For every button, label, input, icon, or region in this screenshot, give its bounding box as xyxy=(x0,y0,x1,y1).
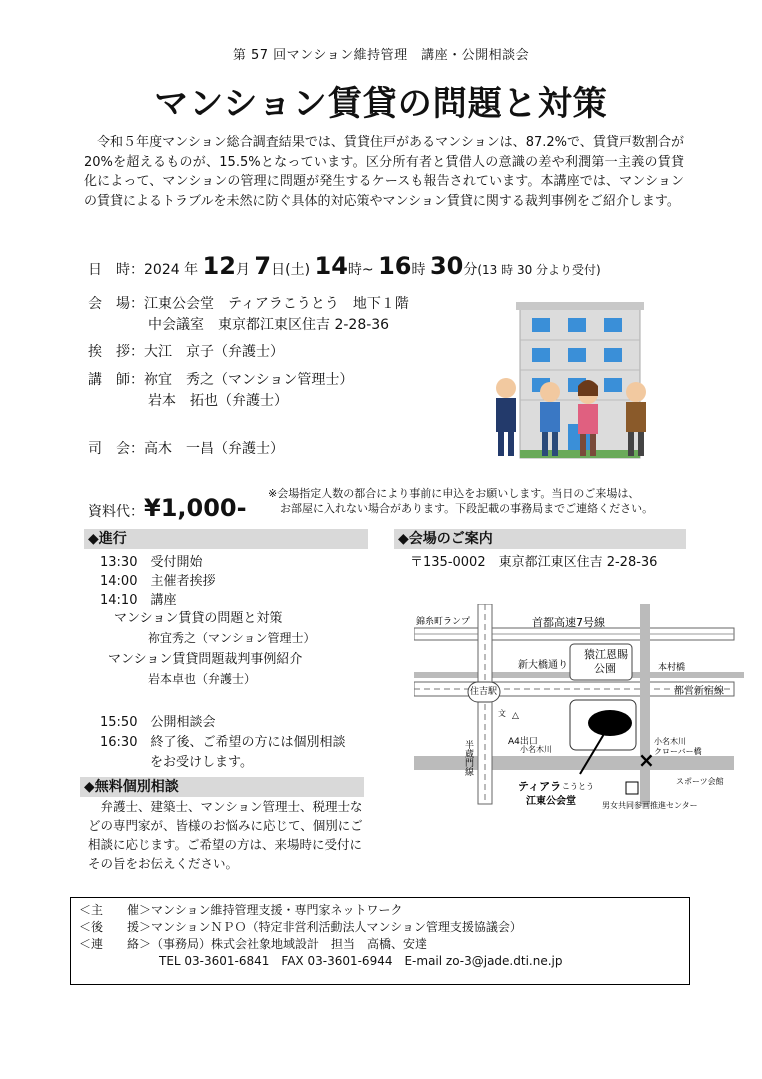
event-subtitle: 第 57 回マンション維持管理 講座・公開相談会 xyxy=(232,48,530,63)
program-time: 16:30 xyxy=(100,735,138,750)
date-row xyxy=(88,252,601,280)
venue-line2: 中会議室 東京都江東区住吉 2-28-36 xyxy=(148,317,390,333)
map-label-koto-hall: 江東公会堂 xyxy=(526,796,576,807)
greeting-name: 大江 京子（弁護士） xyxy=(144,344,284,360)
greeting-label: 挨 拶： xyxy=(88,344,144,360)
start-hour: 14 xyxy=(314,252,348,280)
date-year: 2024 年 xyxy=(144,262,199,278)
program-item xyxy=(100,570,216,589)
map-label-clover1: 小名木川 xyxy=(654,737,686,746)
talk2-title: マンション賃貸問題裁判事例紹介 xyxy=(108,652,303,667)
venue-line1: 江東公会堂 ティアラこうとう 地下１階 xyxy=(144,296,409,312)
fee-note-line1: ※会場指定人数の都合により事前に申込をお願いします。当日のご来場は、 xyxy=(268,487,640,500)
end-hour-unit: 時 xyxy=(411,262,426,278)
talk1-title: マンション賃貸の問題と対策 xyxy=(114,611,283,626)
mc-label: 司 会： xyxy=(88,441,144,457)
map-label-gender-center: 男女共同参画推進センター xyxy=(602,801,698,810)
footer-support: ＜後 援＞マンションＮＰＯ（特定非営利活動法人マンション管理支援協議会） xyxy=(79,920,522,934)
program-item-5-cont: をお受けします。 xyxy=(150,755,253,770)
venue-label: 会 場： xyxy=(88,296,144,312)
footer-contact: ＜連 絡＞（事務局）株式会社象地域設計 担当 高橋、安達 xyxy=(79,937,428,951)
lecturer-label: 講 師： xyxy=(88,372,144,388)
footer-organizer: ＜主 催＞マンション維持管理支援・専門家ネットワーク xyxy=(79,903,403,917)
program-time: 15:50 xyxy=(100,715,138,730)
lecturer-row xyxy=(88,369,353,389)
map-label-tiara: ティアラ xyxy=(518,780,562,793)
venue-map xyxy=(414,604,744,814)
venue-row xyxy=(88,293,409,313)
map-label-school: 文 xyxy=(498,709,506,718)
map-label-park: 公園 xyxy=(594,662,616,675)
program-item-4 xyxy=(100,711,216,730)
intro-paragraph: 令和５年度マンション総合調査結果では、賃貸住戸があるマンションは、87.2%で、賃貸戸数割合が 20%を超えるものが、15.5%となっています。区分所有者と賃借人の意識の差や利潤第一主義の賃貸化によって、マンションの管理に問題が発生するケースも報告されています。本講座では、マンションの賃貸によるトラブルを未然に防ぐ具体的対応策やマンション賃貸に関する裁判事例をご紹介します。 xyxy=(84,135,684,209)
program-text: 講座 xyxy=(150,593,177,608)
talk1-speaker: 祢宜秀之（マンション管理士） xyxy=(148,631,316,645)
map-label-onagi-river: 小名木川 xyxy=(520,745,552,754)
reception-time: (13 時 30 分より受付) xyxy=(477,263,601,277)
program-item xyxy=(100,589,216,608)
map-label-shinjuku-line: 都営新宿線 xyxy=(674,686,724,697)
date-day: 7 xyxy=(254,252,272,280)
intro-text xyxy=(84,133,684,211)
footer-box xyxy=(70,897,690,985)
program-time: 14:10 xyxy=(100,593,138,608)
fee-note-line2: お部屋に入れない場合があります。下段記載の事務局までご連絡ください。 xyxy=(280,502,654,515)
consult-text: 弁護士、建築士、マンション管理士、税理士などの専門家が、皆様のお悩みに応じて、個別にご相談に応じます。ご希望の方は、来場時に受付にその旨をお伝えください。 xyxy=(88,799,363,871)
program-item-5 xyxy=(100,731,346,750)
map-label-exit-mark: △ xyxy=(512,711,519,721)
map-label-sports: スポーツ会館 xyxy=(676,777,724,786)
start-hour-unit: 時~ xyxy=(347,262,374,278)
date-month-unit: 月 xyxy=(235,262,250,278)
program-list xyxy=(100,551,216,608)
footer-tel: TEL 03-3601-6841 FAX 03-3601-6944 E-mail zo-3@jade.dti.ne.jp xyxy=(159,954,563,968)
page-title: マンション賃貸の問題と対策 xyxy=(154,84,608,124)
date-day-unit: 日(土) xyxy=(271,262,311,278)
map-label-expressway: 首都高速7号線 xyxy=(532,616,605,629)
end-hour: 16 xyxy=(378,252,412,280)
mc-row xyxy=(88,438,284,458)
map-label-exit: A4出口 xyxy=(508,737,538,747)
consult-heading: ◆無料個別相談 xyxy=(80,777,364,797)
program-text: 主催者挨拶 xyxy=(150,574,216,589)
access-heading: ◆会場のご案内 xyxy=(394,529,686,549)
fee-row xyxy=(88,494,247,522)
program-item xyxy=(100,551,216,570)
map-label-station: 住吉駅 xyxy=(470,687,498,697)
program-time: 14:00 xyxy=(100,574,138,589)
program-text: 公開相談会 xyxy=(150,715,216,730)
date-month: 12 xyxy=(202,252,236,280)
building-people-illustration xyxy=(490,296,660,462)
end-minute: 30 xyxy=(429,252,464,280)
fee-label: 資料代： xyxy=(88,504,144,520)
map-label-tiara-kana: こうとう xyxy=(562,782,594,791)
bridge-cross-mark: × xyxy=(638,748,655,772)
greeting-row xyxy=(88,341,284,361)
map-label-honmurabashi: 本村橋 xyxy=(658,663,686,673)
program-heading: ◆進行 xyxy=(84,529,368,549)
lecturer-2: 岩本 拓也（弁護士） xyxy=(148,393,288,409)
map-label-park-name: 猿江恩賜 xyxy=(584,648,628,661)
map-label-hanzomon: 半蔵門線 xyxy=(463,740,473,776)
access-address: 〒135-0002 東京都江東区住吉 2-28-36 xyxy=(410,555,658,570)
map-label-shin-ohashi: 新大橋通り xyxy=(518,660,568,671)
lecturer-1: 祢宜 秀之（マンション管理士） xyxy=(144,372,354,388)
fee-amount: ¥1,000- xyxy=(144,494,247,522)
map-label-clover2: クローバー橋 xyxy=(654,747,702,756)
end-minute-unit: 分 xyxy=(463,262,478,278)
program-time: 13:30 xyxy=(100,555,138,570)
program-text: 終了後、ご希望の方には個別相談 xyxy=(150,735,346,750)
date-label: 日 時： xyxy=(88,262,144,278)
map-label-kinshicho: 錦糸町ランプ xyxy=(416,617,471,627)
fee-note xyxy=(268,486,688,516)
mc-name: 高木 一昌（弁護士） xyxy=(144,441,284,457)
talk2-speaker: 岩本卓也（弁護士） xyxy=(148,672,257,686)
program-text: 受付開始 xyxy=(150,555,203,570)
